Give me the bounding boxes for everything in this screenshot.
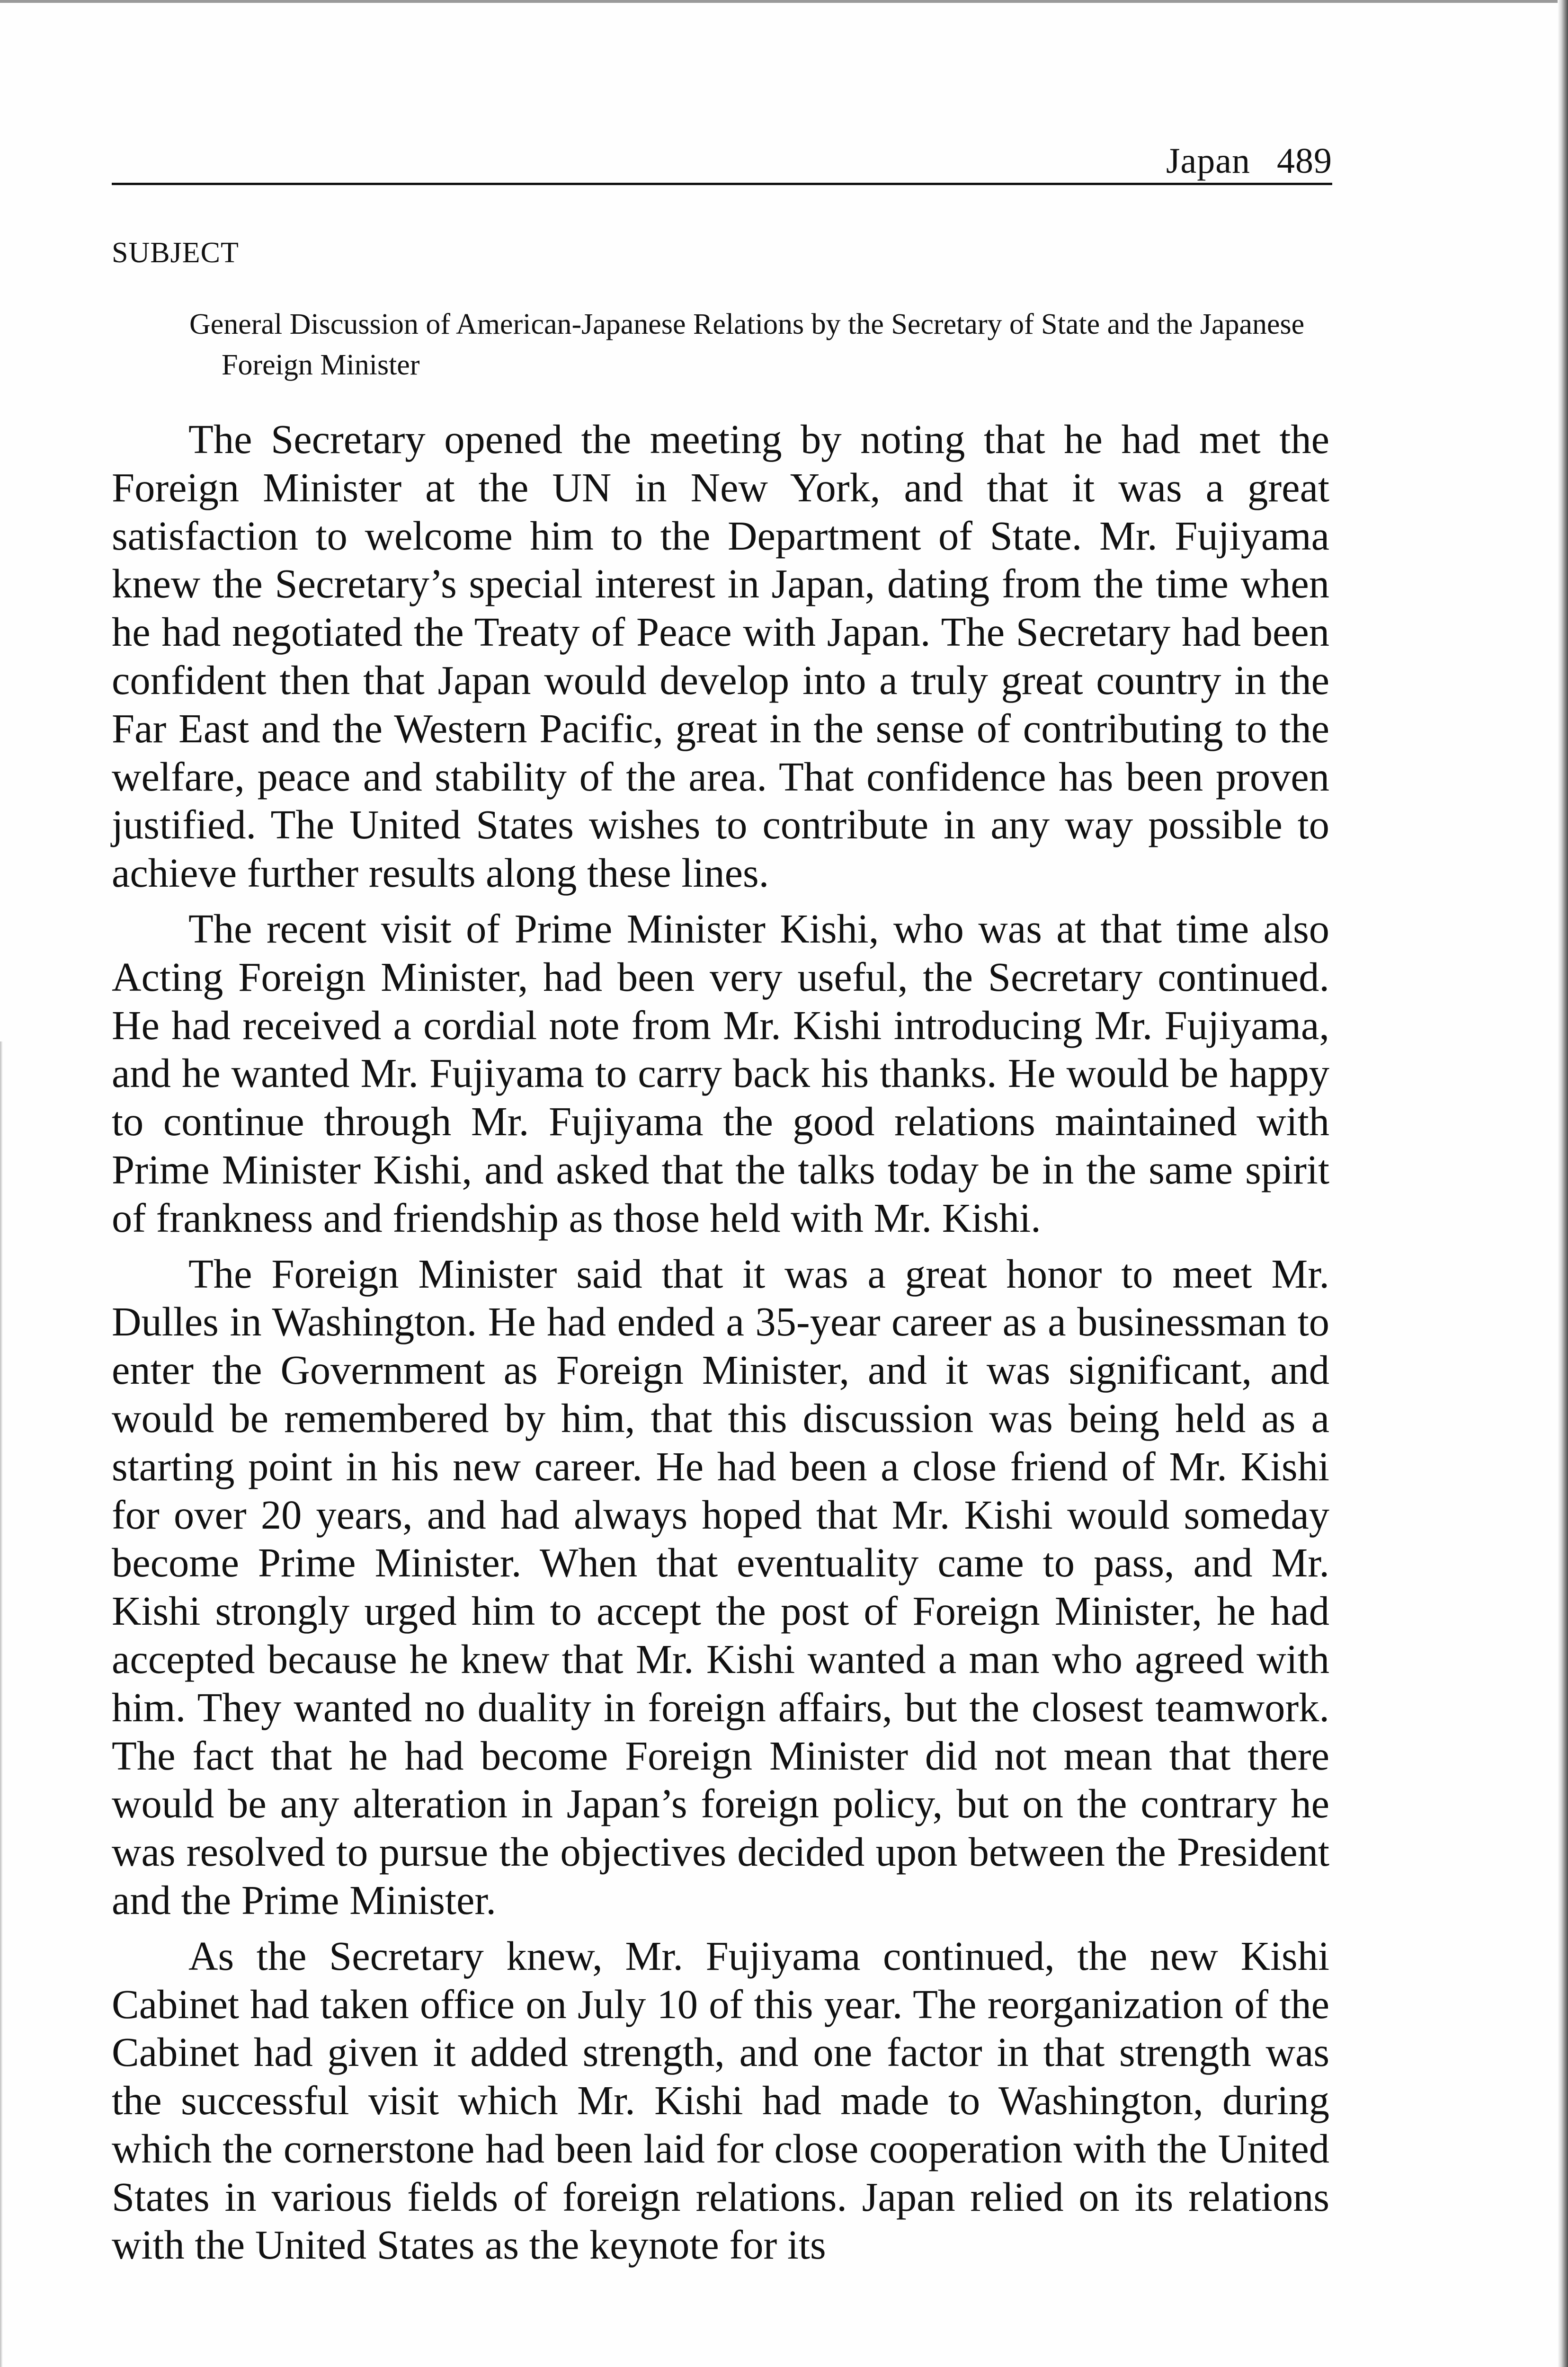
subject-label: SUBJECT xyxy=(112,237,239,269)
scan-edge-top xyxy=(0,0,1568,3)
paragraph-1: The Secretary opened the meeting by noting that he had met the Foreign Minister at the UN in New York, and that it was a great satisfaction to welcome him to the Department of State. Mr. Fujiyama knew the Secretary’s special interest in Japan, dating from the time when he had negotiated the Treaty of Peace with Japan. The Secretary had been confident then that Japan would develop into a truly great country in the Far East and the Western Pacific, great in the sense of contributing to the welfare, peace and stability of the area. That confidence has been proven justified. The United States wishes to contribute in any way possible to achieve further results along these lines. xyxy=(112,417,1329,896)
page-number: 489 xyxy=(1277,141,1332,181)
scan-edge-right xyxy=(1558,0,1568,2367)
running-head-section: Japan xyxy=(1166,141,1250,181)
running-head xyxy=(112,138,1332,184)
scan-edge-left xyxy=(0,1041,3,2367)
body-text xyxy=(112,416,1329,2277)
paragraph-2: The recent visit of Prime Minister Kishi, who was at that time also Acting Foreign Minister, had been very useful, the Secretary continued. He had received a cordial note from Mr. Kishi introducing Mr. Fujiyama, and he wanted Mr. Fujiyama to carry back his thanks. He would be happy to continue through Mr. Fujiyama the good relations maintained with Prime Minister Kishi, and asked that the talks today be in the same spirit of frankness and friendship as those held with Mr. Kishi. xyxy=(112,906,1329,1241)
header-rule xyxy=(112,183,1332,185)
paragraph-4: As the Secretary knew, Mr. Fujiyama continued, the new Kishi Cabinet had taken office on July 10 of this year. The reorganization of the Cabinet had given it added strength, and one factor in that strength was the successful visit which Mr. Kishi had made to Washington, during which the cornerstone had been laid for close cooperation with the United States in various fields of foreign relations. Japan relied on its relations with the United States as the keynote for its xyxy=(112,1933,1329,2268)
subject-text: General Discussion of American-Japanese Relations by the Secretary of State and the Japanese Foreign Minister xyxy=(189,308,1305,381)
paragraph-3: The Foreign Minister said that it was a great honor to meet Mr. Dulles in Washington. He had ended a 35-year career as a businessman to enter the Government as Foreign Minister, and it was significant, and would be remembered by him, that this discussion was being held as a starting point in his new career. He had been a close friend of Mr. Kishi for over 20 years, and had always hoped that Mr. Kishi would someday become Prime Minister. When that eventuality came to pass, and Mr. Kishi strongly urged him to accept the post of Foreign Minister, he had accepted because he knew that Mr. Kishi wanted a man who agreed with him. They wanted no duality in foreign affairs, but the closest teamwork. The fact that he had become Foreign Minister did not mean that there would be any alteration in Japan’s foreign policy, but on the contrary he was resolved to pursue the objectives decided upon between the President and the Prime Minister. xyxy=(112,1251,1329,1923)
